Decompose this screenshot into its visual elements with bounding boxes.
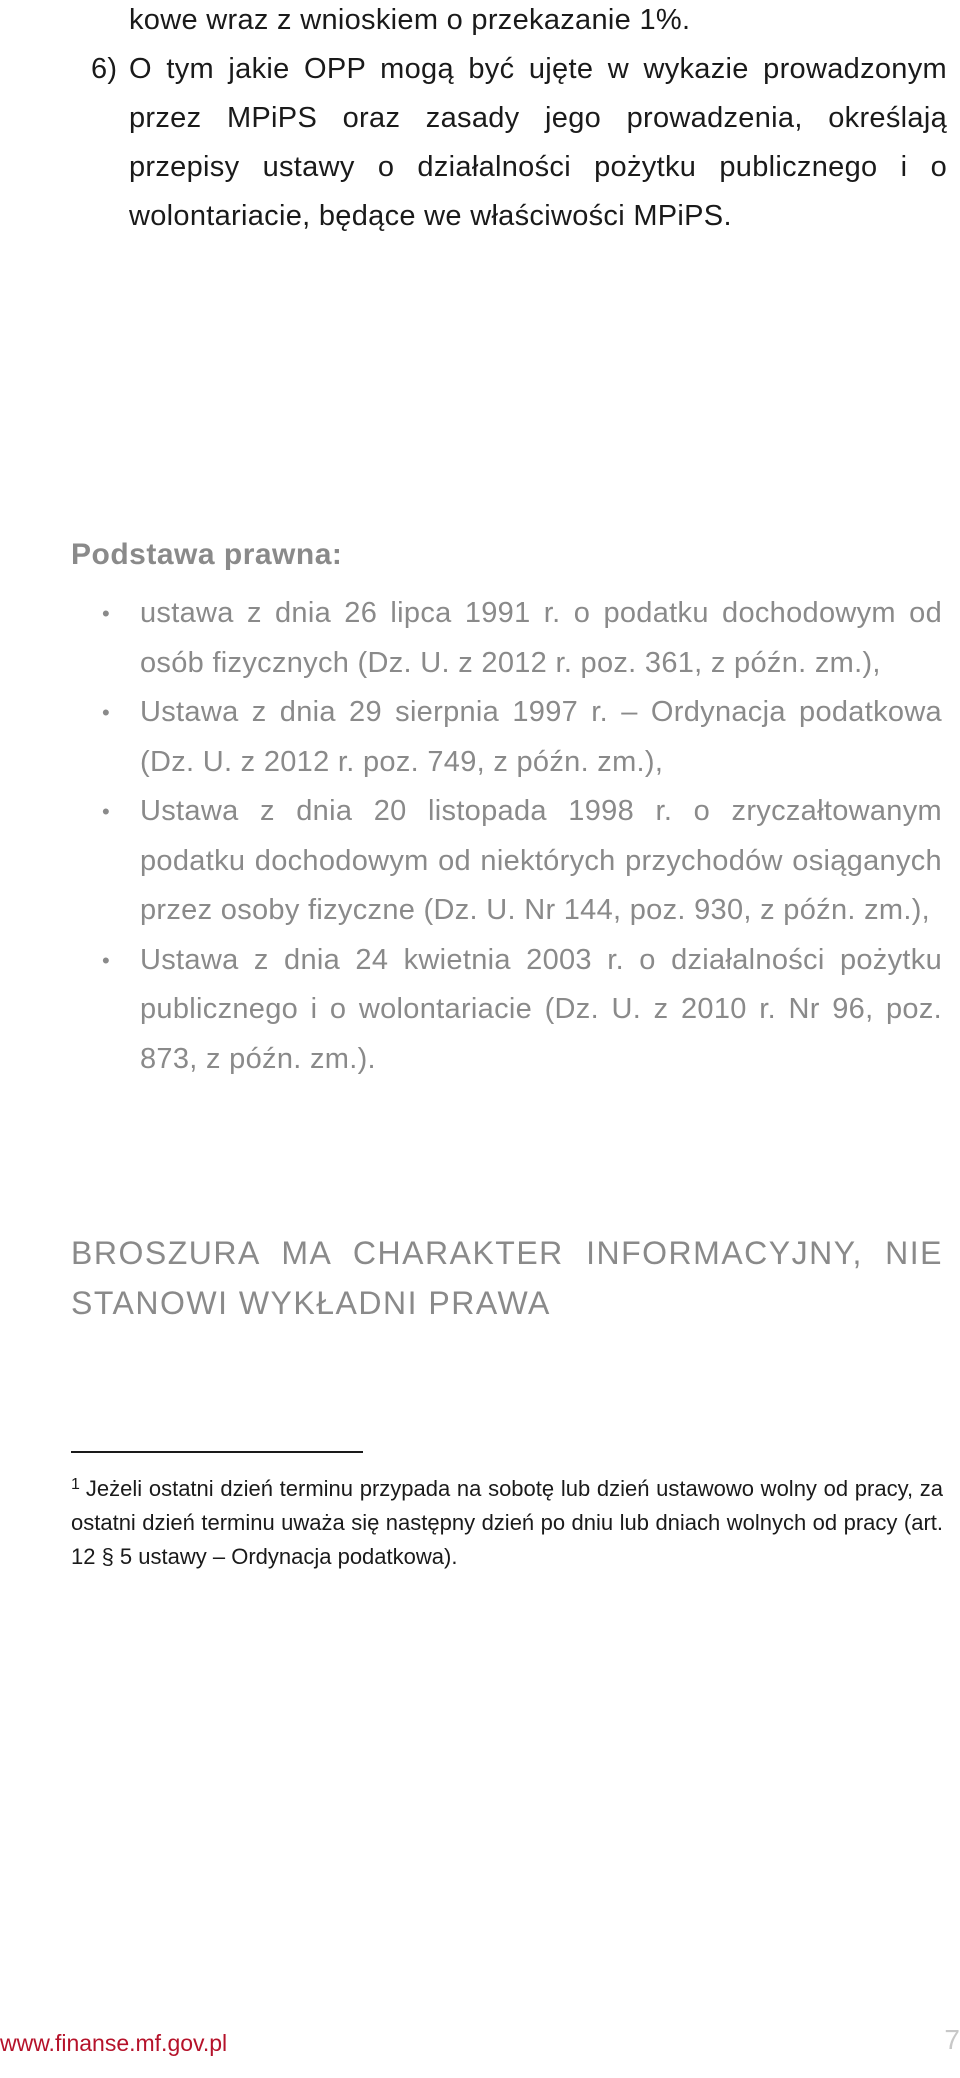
legal-basis-item bbox=[102, 589, 942, 688]
list-item-6 bbox=[91, 45, 947, 241]
legal-basis-item bbox=[102, 688, 942, 787]
list-item-number: 6) bbox=[91, 53, 118, 85]
legal-basis-item-text: Ustawa z dnia 20 listopada 1998 r. o zryczałtowanym podatku dochodowym od niektórych przychodów osiąganych przez osoby fizyczne (Dz. U. Nr 144, poz. 930, z późn. zm.), bbox=[140, 795, 942, 926]
bullet-icon: • bbox=[102, 947, 111, 973]
legal-basis-item-text: Ustawa z dnia 29 sierpnia 1997 r. – Ordynacja podatkowa (Dz. U. z 2012 r. poz. 749, z późn. zm.), bbox=[140, 696, 942, 778]
legal-basis-list bbox=[102, 589, 942, 1084]
disclaimer-text: BROSZURA MA CHARAKTER INFORMACYJNY, NIE STANOWI WYKŁADNI PRAWA bbox=[71, 1235, 943, 1321]
bullet-icon: • bbox=[102, 601, 111, 626]
bullet-icon: • bbox=[102, 700, 111, 725]
legal-basis-item bbox=[102, 936, 942, 1085]
legal-basis-item bbox=[102, 787, 942, 936]
numbered-list-continuation bbox=[91, 0, 947, 241]
footnote-text: Jeżeli ostatni dzień terminu przypada na sobotę lub dzień ustawowo wolny od pracy, za ostatni dzień terminu uważa się następny dzień po dniu lub dniach wolnych od pracy (art. 12 § 5 ustawy – Ordynacja podatkowa). bbox=[71, 1476, 943, 1569]
footnote-marker: 1 bbox=[71, 1476, 80, 1493]
footer-website-link[interactable]: www.finanse.mf.gov.pl bbox=[0, 2030, 228, 2056]
legal-basis-item-text: ustawa z dnia 26 lipca 1991 r. o podatku dochodowym od osób fizycznych (Dz. U. z 2012 r. poz. 361, z późn. zm.), bbox=[140, 597, 942, 679]
footnote bbox=[71, 1472, 943, 1574]
list-continuation-text: kowe wraz z wnioskiem o przekazanie 1%. bbox=[129, 4, 691, 36]
list-item-text: O tym jakie OPP mogą być ujęte w wykazie prowadzonym przez MPiPS oraz zasady jego prowadzenia, określają przepisy ustawy o działalności pożytku publicznego i o wolontariacie, będące we właściwości MPiPS. bbox=[129, 53, 947, 232]
legal-basis-item-text: Ustawa z dnia 24 kwietnia 2003 r. o działalności pożytku publicznego i o wolontariacie (Dz. U. z 2010 r. Nr 96, poz. 873, z późn. zm.). bbox=[140, 943, 942, 1075]
footnote-divider bbox=[71, 1451, 363, 1453]
bullet-icon: • bbox=[102, 799, 111, 824]
legal-basis-heading: Podstawa prawna: bbox=[71, 538, 343, 571]
page-number: 7 bbox=[944, 2024, 960, 2055]
